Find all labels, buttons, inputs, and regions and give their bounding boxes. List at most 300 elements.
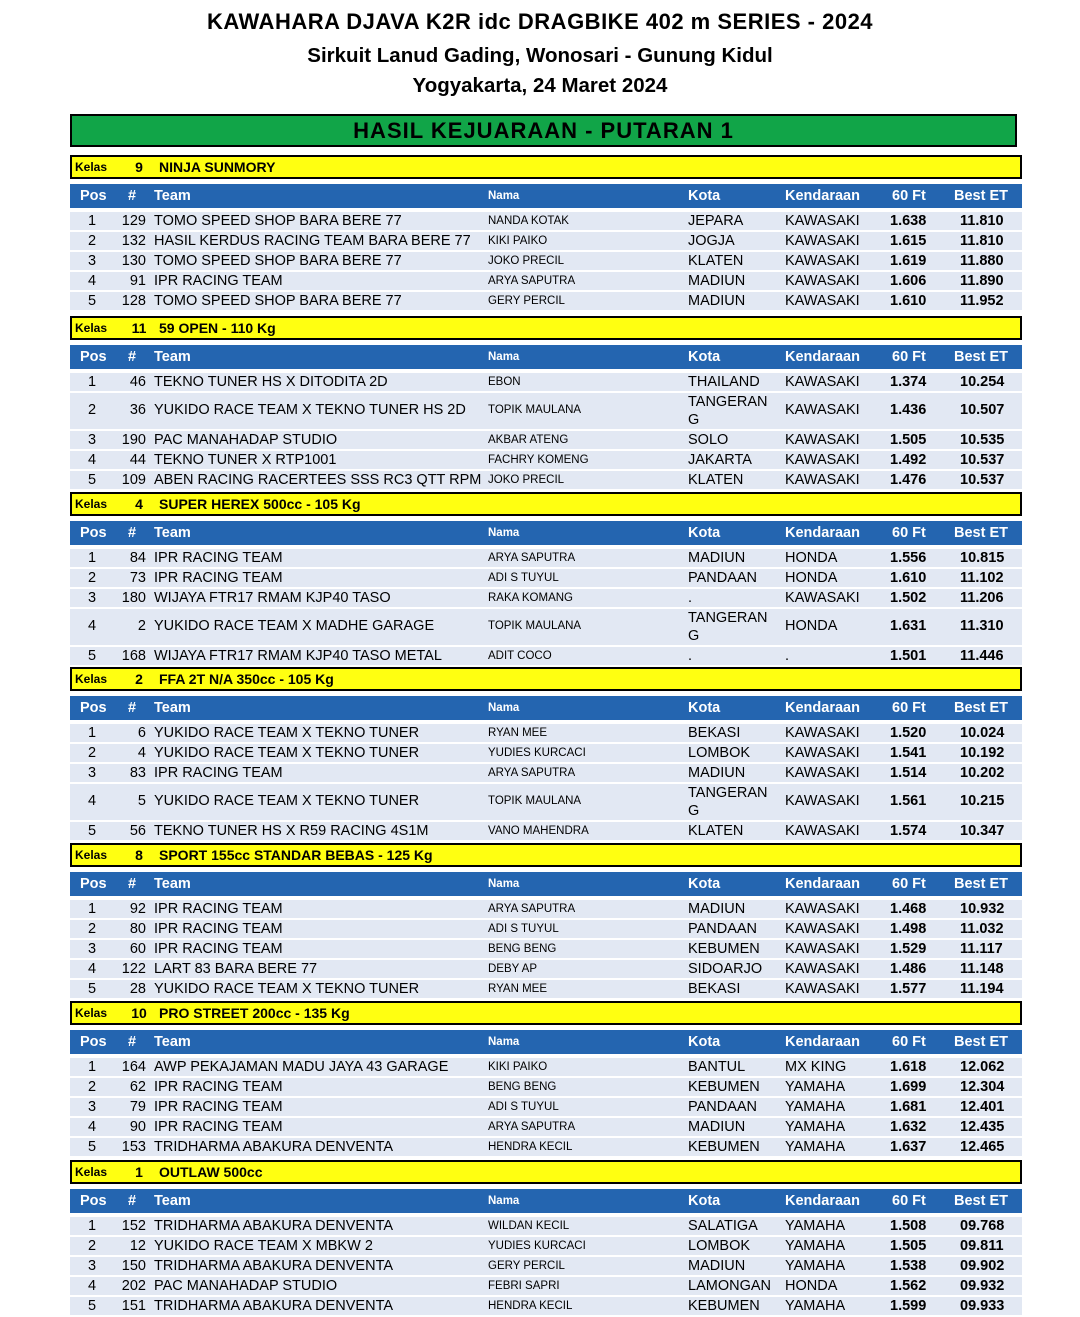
cell-et: 11.446 [960,648,1004,664]
column-header-kendaraan: Kendaraan [785,1034,860,1050]
cell-num: 36 [129,402,146,418]
cell-kend: YAMAHA [785,1218,846,1234]
cell-et: 12.304 [960,1079,1005,1095]
cell-num: 6 [137,725,146,741]
cell-team: IPR RACING TEAM [154,941,283,957]
cell-num: 202 [121,1278,146,1294]
cell-kend: KAWASAKI [785,725,860,741]
cell-kend: KAWASAKI [785,402,860,418]
cell-pos: 5 [88,823,97,839]
kelas-bar [70,316,1022,340]
cell-num: 91 [129,273,146,289]
cell-ft: 1.514 [890,765,927,781]
column-header-ft: 60 Ft [892,1193,926,1209]
cell-pos: 2 [88,570,97,586]
cell-team: IPR RACING TEAM [154,1119,283,1135]
cell-ft: 1.505 [890,1238,927,1254]
kelas-name: SUPER HEREX 500cc - 105 Kg [159,496,361,512]
cell-kota: KEBUMEN [688,1139,760,1155]
cell-nama: FACHRY KOMENG [488,454,589,466]
column-header-nama: Nama [488,878,520,890]
cell-nama: FEBRI SAPRI [488,1280,560,1292]
cell-ft: 1.599 [890,1298,927,1314]
cell-num: 132 [121,233,146,249]
cell-num: 128 [121,293,146,309]
cell-nama: VANO MAHENDRA [488,825,589,837]
column-header-pos: Pos [80,349,107,365]
cell-et: 09.933 [960,1298,1005,1314]
cell-pos: 3 [88,765,97,781]
cell-ft: 1.498 [890,921,927,937]
cell-pos: 1 [88,374,97,390]
table-row [70,980,1022,1000]
cell-ft: 1.486 [890,961,927,977]
cell-nama: JOKO PRECIL [488,255,565,267]
cell-kota: KLATEN [688,823,744,839]
cell-team: IPR RACING TEAM [154,1099,283,1115]
column-header-team: Team [154,349,191,365]
table-row [70,1237,1022,1257]
column-header [70,696,1022,720]
cell-nama: ARYA SAPUTRA [488,275,576,287]
cell-kend: KAWASAKI [785,233,860,249]
cell-nama: TOPIK MAULANA [488,404,582,416]
column-header-nama: Nama [488,702,520,714]
cell-num: 151 [121,1298,146,1314]
cell-team: IPR RACING TEAM [154,901,283,917]
cell-kend: KAWASAKI [785,823,860,839]
cell-ft: 1.637 [890,1139,927,1155]
column-header-ft: 60 Ft [892,700,926,716]
cell-kend: KAWASAKI [785,273,860,289]
kelas-number: 9 [135,159,143,175]
cell-nama: BENG BENG [488,1081,557,1093]
cell-kota: KEBUMEN [688,1079,760,1095]
cell-kend: KAWASAKI [785,793,860,809]
column-header-kendaraan: Kendaraan [785,188,860,204]
cell-kend: . [785,648,790,664]
table-row [70,1078,1022,1098]
event-venue: Sirkuit Lanud Gading, Wonosari - Gunung Kidul [307,44,773,67]
cell-ft: 1.562 [890,1278,927,1294]
cell-ft: 1.436 [890,402,927,418]
column-header-kota: Kota [688,700,721,716]
column-header-ft: 60 Ft [892,1034,926,1050]
table-row [70,764,1022,784]
cell-kota: KLATEN [688,472,744,488]
column-header-et: Best ET [954,700,1008,716]
cell-ft: 1.610 [890,570,927,586]
cell-team: TEKNO TUNER HS X DITODITA 2D [154,374,388,390]
cell-ft: 1.699 [890,1079,927,1095]
cell-et: 10.202 [960,765,1005,781]
cell-kend: YAMAHA [785,1258,846,1274]
cell-team: PAC MANAHADAP STUDIO [154,432,338,448]
cell-nama: GERY PERCIL [488,295,565,307]
kelas-label: Kelas [75,1006,108,1020]
cell-team: TOMO SPEED SHOP BARA BERE 77 [154,293,402,309]
cell-pos: 1 [88,550,97,566]
cell-et: 10.537 [960,452,1005,468]
cell-num: 84 [129,550,146,566]
column-header-num: # [128,1034,137,1050]
cell-pos: 3 [88,1099,97,1115]
column-header-num: # [128,876,137,892]
cell-ft: 1.632 [890,1119,927,1135]
table-row [70,232,1022,252]
table-row [70,212,1022,232]
cell-kota: BANTUL [688,1059,746,1075]
cell-team: YUKIDO RACE TEAM X TEKNO TUNER HS 2D [154,402,466,418]
cell-pos: 1 [88,213,97,229]
cell-kota: MADIUN [688,765,746,781]
cell-num: 129 [121,213,146,229]
column-header [70,872,1022,896]
cell-num: 92 [129,901,146,917]
cell-nama: RAKA KOMANG [488,592,573,604]
cell-pos: 5 [88,1139,97,1155]
cell-num: 153 [121,1139,146,1155]
cell-pos: 1 [88,901,97,917]
cell-pos: 1 [88,725,97,741]
table-row [70,960,1022,980]
cell-kota: KEBUMEN [688,941,760,957]
cell-kend: YAMAHA [785,1139,846,1155]
kelas-number: 11 [131,320,147,336]
cell-nama: YUDIES KURCACI [488,1240,586,1252]
cell-kota: KEBUMEN [688,1298,760,1314]
cell-nama: ARYA SAPUTRA [488,767,576,779]
cell-num: 150 [121,1258,146,1274]
kelas-bar [70,667,1022,691]
cell-nama: KIKI PAIKO [488,1061,548,1073]
column-header-team: Team [154,188,191,204]
cell-pos: 3 [88,1258,97,1274]
kelas-section [70,843,1022,1000]
cell-kend: KAWASAKI [785,981,860,997]
cell-kota: JOGJA [688,233,735,249]
cell-et: 11.310 [960,618,1004,634]
column-header-pos: Pos [80,1193,107,1209]
cell-team: IPR RACING TEAM [154,273,283,289]
cell-team: TOMO SPEED SHOP BARA BERE 77 [154,253,402,269]
table-row [70,393,1022,431]
cell-ft: 1.631 [890,618,927,634]
cell-team: IPR RACING TEAM [154,550,283,566]
cell-num: 73 [129,570,146,586]
cell-kota: MADIUN [688,1258,746,1274]
cell-ft: 1.606 [890,273,927,289]
table-row [70,589,1022,609]
cell-et: 11.117 [960,941,1003,957]
cell-kend: HONDA [785,550,838,566]
cell-team: YUKIDO RACE TEAM X TEKNO TUNER [154,793,420,809]
cell-num: 152 [121,1218,146,1234]
cell-num: 56 [129,823,146,839]
kelas-name: OUTLAW 500cc [159,1164,263,1180]
cell-kend: YAMAHA [785,1079,846,1095]
kelas-label: Kelas [75,848,108,862]
cell-ft: 1.574 [890,823,927,839]
cell-kend: KAWASAKI [785,213,860,229]
cell-team: TRIDHARMA ABAKURA DENVENTA [154,1298,394,1314]
cell-et: 10.537 [960,472,1005,488]
cell-pos: 2 [88,745,97,761]
cell-pos: 4 [88,618,97,634]
column-header-num: # [128,349,137,365]
cell-nama: YUDIES KURCACI [488,747,586,759]
cell-kend: HONDA [785,618,838,634]
cell-num: 79 [129,1099,146,1115]
cell-kend: KAWASAKI [785,432,860,448]
column-header-nama: Nama [488,527,520,539]
column-header-num: # [128,188,137,204]
cell-nama: HENDRA KECIL [488,1300,573,1312]
cell-ft: 1.561 [890,793,927,809]
cell-pos: 2 [88,921,97,937]
cell-kota: LOMBOK [688,1238,751,1254]
cell-nama: ARYA SAPUTRA [488,903,576,915]
kelas-name: PRO STREET 200cc - 135 Kg [159,1005,350,1021]
cell-nama: ADIT COCO [488,650,552,662]
column-header [70,521,1022,545]
cell-et: 12.465 [960,1139,1005,1155]
table-row [70,1118,1022,1138]
cell-team: IPR RACING TEAM [154,1079,283,1095]
cell-team: TRIDHARMA ABAKURA DENVENTA [154,1139,394,1155]
cell-team: YUKIDO RACE TEAM X TEKNO TUNER [154,725,420,741]
event-title: KAWAHARA DJAVA K2R idc DRAGBIKE 402 m SERIES - 2024 [206,9,874,34]
cell-team: TRIDHARMA ABAKURA DENVENTA [154,1218,394,1234]
cell-num: 130 [121,253,146,269]
cell-ft: 1.619 [890,253,927,269]
cell-ft: 1.615 [890,233,927,249]
column-header-kota: Kota [688,525,721,541]
column-header-pos: Pos [80,188,107,204]
cell-team: LART 83 BARA BERE 77 [154,961,318,977]
table-row [70,1098,1022,1118]
cell-pos: 5 [88,293,97,309]
column-header-ft: 60 Ft [892,188,926,204]
column-header-et: Best ET [954,1034,1008,1050]
column-header-kota: Kota [688,349,721,365]
cell-nama: KIKI PAIKO [488,235,548,247]
column-header-team: Team [154,876,191,892]
table-row [70,1297,1022,1317]
cell-kota: MADIUN [688,901,746,917]
cell-team: TRIDHARMA ABAKURA DENVENTA [154,1258,394,1274]
table-row [70,569,1022,589]
cell-team: WIJAYA FTR17 RMAM KJP40 TASO [154,590,391,606]
cell-kend: YAMAHA [785,1119,846,1135]
cell-team: YUKIDO RACE TEAM X MADHE GARAGE [154,618,435,634]
column-header [70,345,1022,369]
cell-kota: PANDAAN [688,921,758,937]
column-header-team: Team [154,525,191,541]
column-header [70,184,1022,208]
table-row [70,252,1022,272]
cell-team: IPR RACING TEAM [154,921,283,937]
cell-kota: TANGERAN G [688,610,768,644]
kelas-section [70,316,1022,491]
kelas-name: SPORT 155cc STANDAR BEBAS - 125 Kg [159,847,433,863]
column-header-kendaraan: Kendaraan [785,700,860,716]
table-row [70,1257,1022,1277]
column-header-kota: Kota [688,1034,721,1050]
kelas-label: Kelas [75,1165,108,1179]
cell-kota: PANDAAN [688,570,758,586]
cell-et: 11.880 [960,253,1004,269]
cell-num: 180 [121,590,146,606]
column-header-nama: Nama [488,1036,520,1048]
cell-kota: LAMONGAN [688,1278,771,1294]
cell-kota: MADIUN [688,1119,746,1135]
kelas-label: Kelas [75,160,108,174]
cell-num: 60 [129,941,146,957]
table-row [70,1058,1022,1078]
cell-kend: KAWASAKI [785,452,860,468]
cell-et: 12.435 [960,1119,1005,1135]
cell-ft: 1.505 [890,432,927,448]
cell-team: IPR RACING TEAM [154,570,283,586]
cell-nama: TOPIK MAULANA [488,620,582,632]
cell-pos: 2 [88,402,97,418]
cell-pos: 1 [88,1218,97,1234]
cell-kota: THAILAND [688,374,760,390]
table-row [70,431,1022,451]
cell-et: 09.768 [960,1218,1005,1234]
cell-ft: 1.508 [890,1218,927,1234]
kelas-name: 59 OPEN - 110 Kg [159,320,276,336]
cell-et: 11.952 [960,293,1004,309]
cell-nama: ARYA SAPUTRA [488,1121,576,1133]
cell-pos: 4 [88,793,97,809]
kelas-section [70,1001,1022,1158]
cell-et: 11.890 [960,273,1004,289]
column-header [70,1189,1022,1213]
kelas-number: 8 [135,847,143,863]
column-header-pos: Pos [80,876,107,892]
cell-kota: JEPARA [688,213,744,229]
table-row [70,1138,1022,1158]
table-row [70,784,1022,822]
cell-kota: TANGERAN G [688,785,768,819]
table-row [70,471,1022,491]
column-header-team: Team [154,700,191,716]
cell-kota: . [688,590,693,606]
cell-et: 11.194 [960,981,1004,997]
column-header-et: Best ET [954,188,1008,204]
cell-kota: TANGERAN G [688,394,768,428]
cell-num: 168 [121,648,146,664]
kelas-label: Kelas [75,672,108,686]
cell-et: 09.811 [960,1238,1004,1254]
cell-nama: ARYA SAPUTRA [488,552,576,564]
kelas-bar [70,155,1022,179]
cell-et: 10.815 [960,550,1005,566]
column-header-ft: 60 Ft [892,876,926,892]
cell-nama: ADI S TUYUL [488,923,559,935]
cell-pos: 4 [88,452,97,468]
column-header-kendaraan: Kendaraan [785,876,860,892]
cell-et: 11.206 [960,590,1004,606]
event-date: Yogyakarta, 24 Maret 2024 [412,74,668,97]
cell-nama: JOKO PRECIL [488,474,565,486]
cell-pos: 2 [88,233,97,249]
kelas-bar [70,843,1022,867]
table-row [70,1217,1022,1237]
table-row [70,272,1022,292]
column-header-num: # [128,1193,137,1209]
cell-team: YUKIDO RACE TEAM X TEKNO TUNER [154,981,420,997]
cell-kend: KAWASAKI [785,765,860,781]
column-header-et: Best ET [954,525,1008,541]
cell-et: 10.254 [960,374,1005,390]
cell-ft: 1.681 [890,1099,927,1115]
cell-kend: HONDA [785,570,838,586]
cell-kend: KAWASAKI [785,472,860,488]
cell-ft: 1.538 [890,1258,927,1274]
cell-ft: 1.541 [890,745,927,761]
cell-num: 190 [121,432,146,448]
column-header-kota: Kota [688,188,721,204]
cell-pos: 5 [88,1298,97,1314]
cell-ft: 1.501 [890,648,927,664]
table-row [70,920,1022,940]
kelas-bar [70,492,1022,516]
cell-num: 90 [129,1119,146,1135]
cell-pos: 4 [88,273,97,289]
kelas-label: Kelas [75,497,108,511]
column-header-num: # [128,700,137,716]
cell-nama: ADI S TUYUL [488,572,559,584]
cell-kota: SOLO [688,432,729,448]
column-header [70,1030,1022,1054]
cell-pos: 4 [88,1278,97,1294]
column-header-pos: Pos [80,700,107,716]
cell-et: 12.062 [960,1059,1005,1075]
cell-kend: KAWASAKI [785,941,860,957]
column-header-et: Best ET [954,349,1008,365]
column-header-pos: Pos [80,1034,107,1050]
cell-nama: BENG BENG [488,943,557,955]
kelas-name: NINJA SUNMORY [159,159,276,175]
cell-nama: ADI S TUYUL [488,1101,559,1113]
cell-num: 62 [129,1079,146,1095]
cell-pos: 3 [88,941,97,957]
table-row [70,647,1022,667]
cell-kota: SIDOARJO [688,961,763,977]
cell-kota: SALATIGA [688,1218,758,1234]
cell-kend: KAWASAKI [785,961,860,977]
kelas-section [70,155,1022,312]
cell-kend: YAMAHA [785,1099,846,1115]
cell-kend: KAWASAKI [785,590,860,606]
cell-kota: MADIUN [688,293,746,309]
cell-num: 80 [129,921,146,937]
cell-team: TEKNO TUNER X RTP1001 [154,452,337,468]
cell-ft: 1.520 [890,725,927,741]
cell-nama: NANDA KOTAK [488,215,569,227]
cell-ft: 1.556 [890,550,927,566]
cell-et: 11.032 [960,921,1004,937]
cell-num: 46 [129,374,146,390]
cell-et: 10.535 [960,432,1005,448]
cell-et: 09.902 [960,1258,1005,1274]
cell-pos: 5 [88,472,97,488]
kelas-section [70,667,1022,842]
cell-team: WIJAYA FTR17 RMAM KJP40 TASO METAL [154,648,442,664]
